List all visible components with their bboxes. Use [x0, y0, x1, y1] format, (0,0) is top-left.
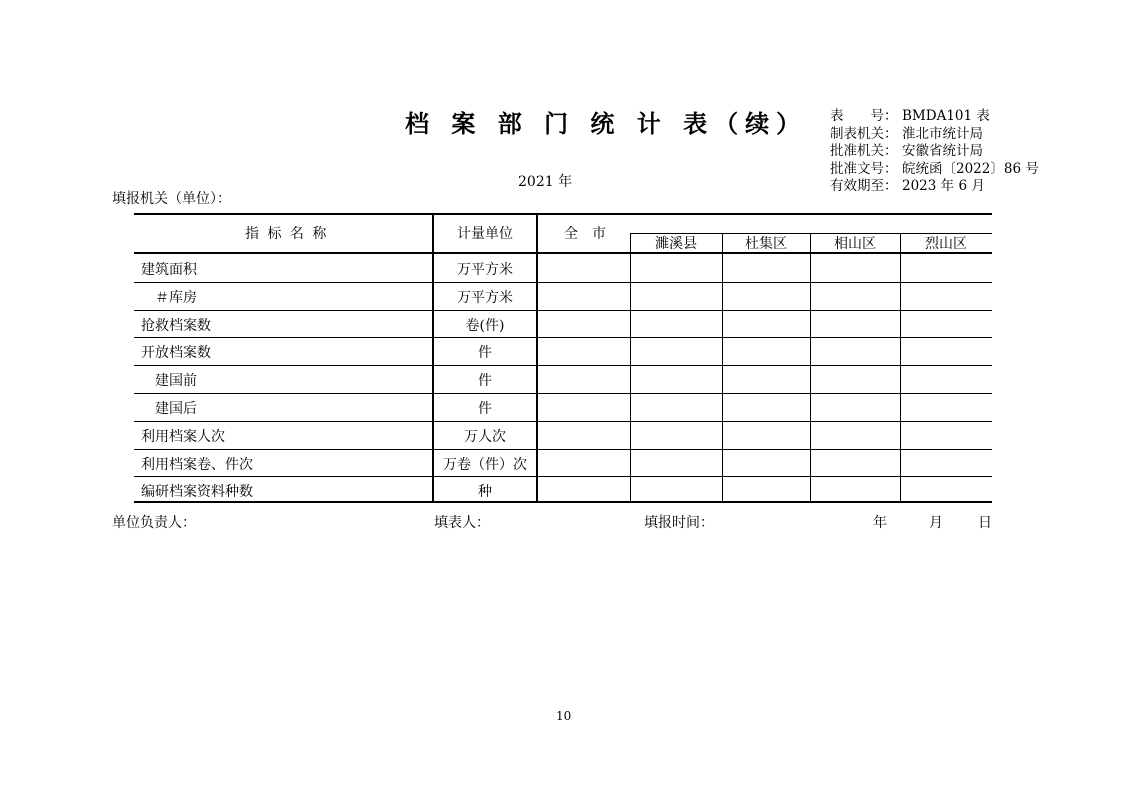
- meta-label: 表 号：: [830, 108, 898, 124]
- row-indicator-name: 利用档案人次: [141, 429, 225, 445]
- meta-label: 批准机关：: [830, 143, 898, 159]
- row-divider: [134, 476, 992, 477]
- meta-value: 皖统函〔2022〕86 号: [902, 160, 1039, 177]
- filler-unit-label: 填报机关（单位）：: [112, 191, 231, 207]
- row-divider: [134, 449, 992, 450]
- table-top-border: [134, 213, 992, 215]
- row-indicator-name: ＃库房: [155, 290, 197, 306]
- meta-label: 制表机关：: [830, 125, 898, 142]
- row-indicator-name: 建国后: [155, 401, 197, 417]
- header-district: 烈山区: [925, 236, 967, 252]
- row-unit: 万平方米: [457, 262, 513, 278]
- meta-value: 淮北市统计局: [902, 125, 983, 142]
- column-divider: [722, 233, 723, 503]
- header-bottom-border: [134, 252, 992, 254]
- footer-month: 月: [929, 515, 943, 531]
- row-unit: 万卷（件）次: [443, 457, 527, 473]
- footer-time-label: 填报时间：: [644, 515, 714, 531]
- row-divider: [134, 282, 992, 283]
- row-divider: [134, 337, 992, 338]
- header-total: 全 市: [564, 226, 606, 242]
- row-indicator-name: 编研档案资料种数: [141, 484, 253, 500]
- header-unit: 计量单位: [457, 226, 513, 242]
- row-unit: 件: [478, 373, 492, 389]
- row-divider: [134, 365, 992, 366]
- meta-row: [830, 108, 1039, 126]
- column-divider: [630, 233, 631, 503]
- header-district: 杜集区: [745, 236, 787, 252]
- row-divider: [134, 393, 992, 394]
- footer-filler-label: 填表人：: [434, 515, 490, 531]
- meta-row: [830, 178, 1039, 196]
- meta-value: BMDA101 表: [902, 108, 990, 124]
- row-indicator-name: 开放档案数: [141, 345, 211, 361]
- row-unit: 万平方米: [457, 290, 513, 306]
- row-unit: 件: [478, 345, 492, 361]
- row-divider: [134, 421, 992, 422]
- meta-row: [830, 161, 1039, 179]
- row-unit: 万人次: [464, 429, 506, 445]
- row-unit: 种: [478, 484, 492, 500]
- meta-label: 批准文号：: [830, 160, 898, 177]
- page-number: 10: [556, 709, 572, 723]
- meta-value: 2023 年 6 月: [902, 178, 985, 194]
- row-unit: 卷(件): [465, 318, 505, 334]
- row-divider: [134, 310, 992, 311]
- header-district: 相山区: [834, 236, 876, 252]
- district-header-rule: [630, 233, 992, 234]
- footer-head-label: 单位负责人：: [112, 515, 196, 531]
- column-divider: [810, 233, 811, 503]
- meta-value: 安徽省统计局: [902, 143, 983, 159]
- meta-row: [830, 126, 1039, 144]
- row-indicator-name: 建国前: [155, 373, 197, 389]
- footer-year: 年: [873, 515, 887, 531]
- column-divider: [536, 213, 538, 503]
- row-indicator-name: 建筑面积: [141, 262, 197, 278]
- header-indicator: 指 标 名 称: [245, 226, 329, 242]
- form-metadata: [830, 108, 1039, 196]
- page-title: 档 案 部 门 统 计 表（续）: [405, 110, 808, 138]
- meta-label: 有效期至：: [830, 178, 898, 194]
- row-unit: 件: [478, 401, 492, 417]
- row-indicator-name: 利用档案卷、件次: [141, 457, 253, 473]
- meta-row: [830, 143, 1039, 161]
- column-divider: [900, 233, 901, 503]
- report-year: 2021 年: [518, 174, 573, 190]
- table-bottom-border: [134, 501, 992, 503]
- footer-day: 日: [978, 515, 992, 531]
- row-indicator-name: 抢救档案数: [141, 318, 211, 334]
- header-district: 濉溪县: [655, 236, 697, 252]
